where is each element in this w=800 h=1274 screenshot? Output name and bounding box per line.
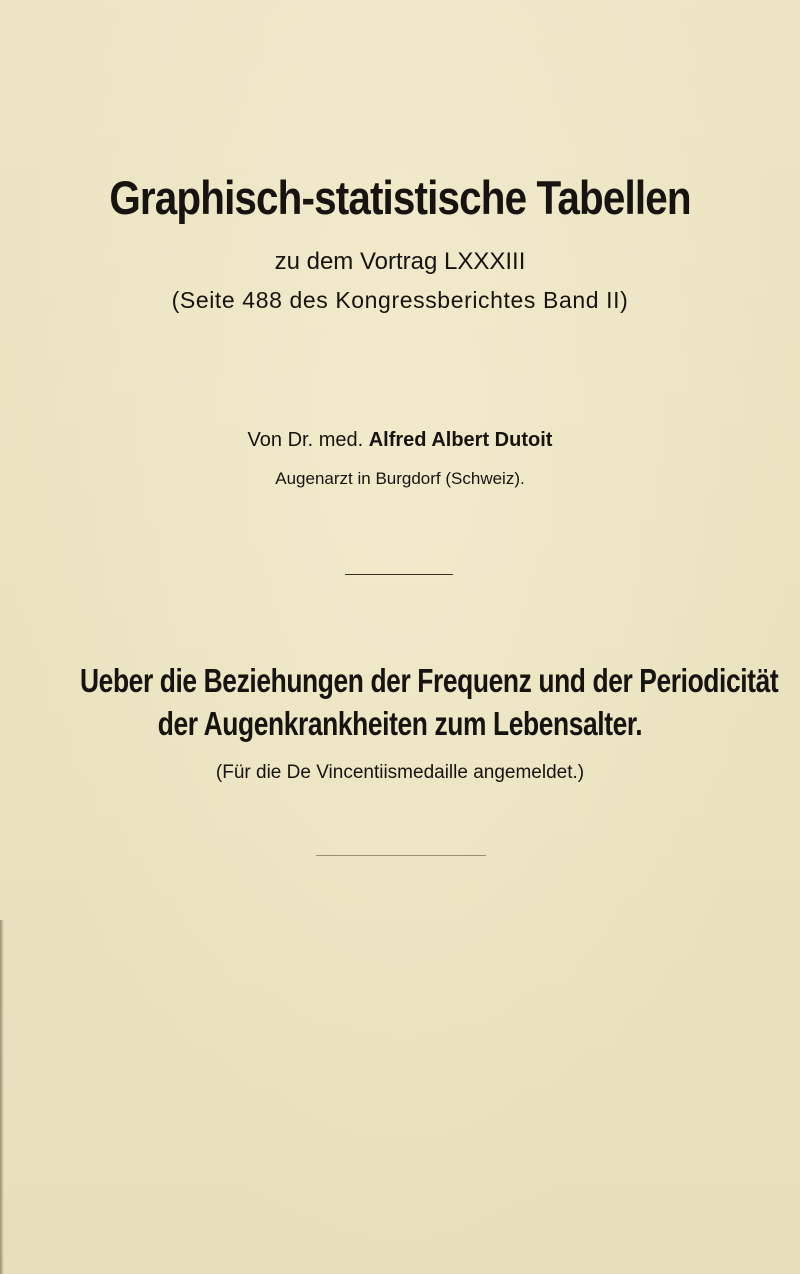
author-name: Alfred Albert Dutoit: [368, 429, 553, 451]
author-affiliation: Augenarzt in Burgdorf (Schweiz).: [275, 469, 525, 488]
submission-note: (Für die De Vincentiismedaille angemeldet.): [215, 762, 585, 783]
document-title: Graphisch-statistische Tabellen: [109, 171, 691, 224]
document-subtitle: zu dem Vortrag LXXXIII: [274, 248, 526, 275]
page-edge-shadow: [0, 920, 4, 1274]
section-heading-line-2: der Augenkrankheiten zum Lebensalter.: [157, 705, 643, 742]
section-heading-line-1: Ueber die Beziehungen der Frequenz und der Periodicität: [80, 662, 779, 699]
divider-rule-lower: [316, 855, 486, 856]
document-reference: (Seite 488 des Kongressberichtes Band II): [171, 287, 629, 313]
author-prefix: Von Dr. med.: [247, 429, 364, 451]
author-line: [0, 427, 800, 453]
divider-rule: [345, 574, 453, 575]
